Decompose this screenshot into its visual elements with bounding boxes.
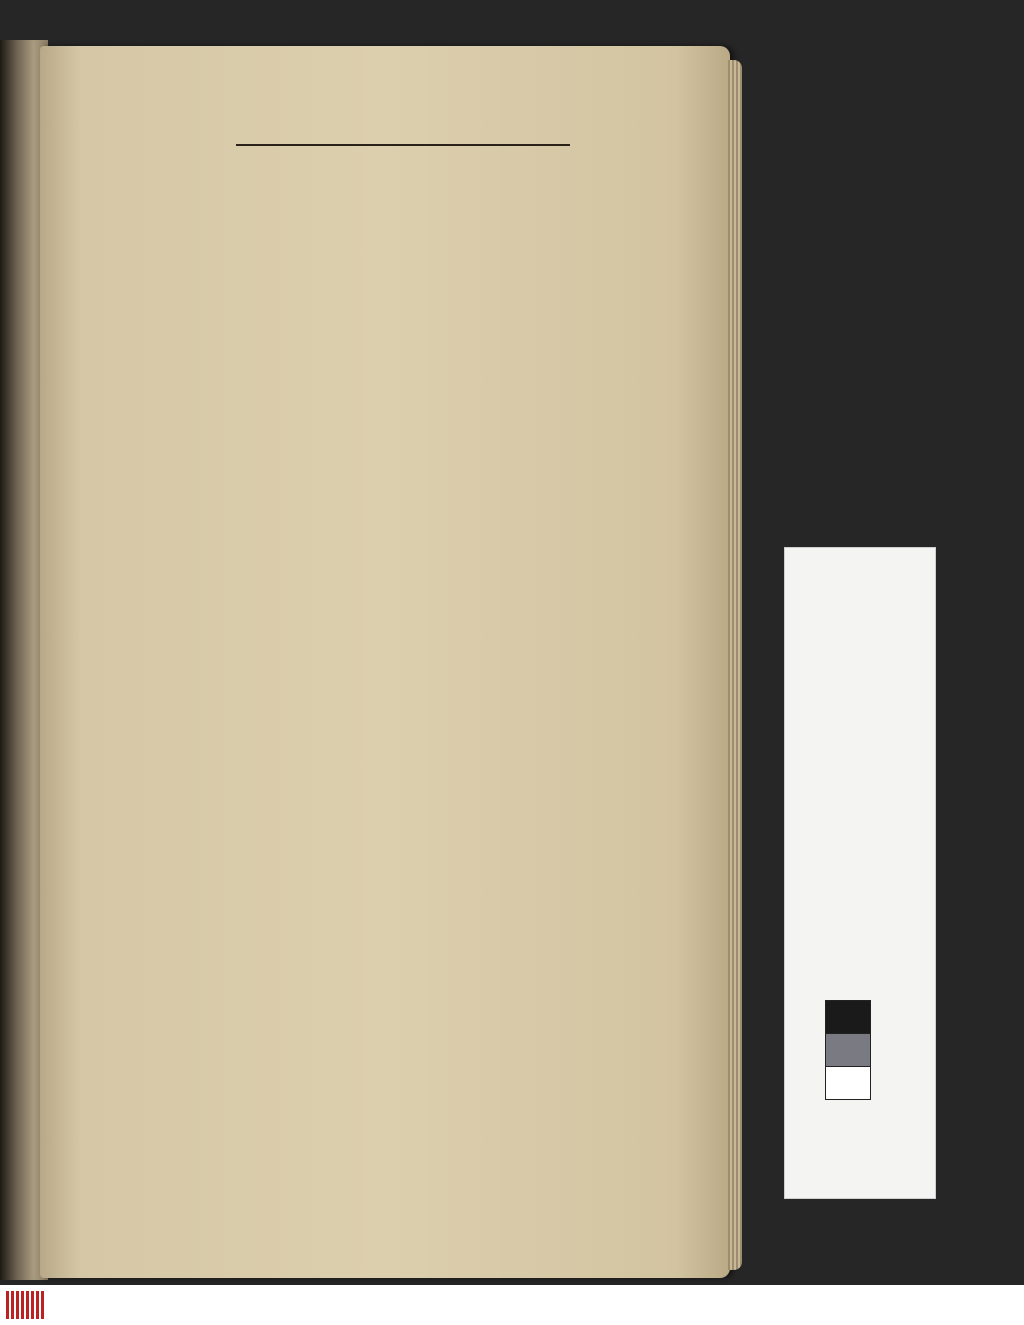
hab-logo-icon (6, 1291, 50, 1319)
header-rule (236, 144, 570, 146)
book-page (40, 46, 730, 1278)
page-block-edge (728, 60, 742, 1270)
centimeter-scale (785, 548, 845, 968)
footer-bar (0, 1285, 1024, 1325)
ruler-color-card (784, 547, 936, 1199)
swatch-gray (825, 1033, 871, 1067)
swatch-white (825, 1066, 871, 1100)
swatch-black (825, 1000, 871, 1034)
page-header (236, 110, 630, 146)
text-line-44-1 (142, 1098, 632, 1130)
